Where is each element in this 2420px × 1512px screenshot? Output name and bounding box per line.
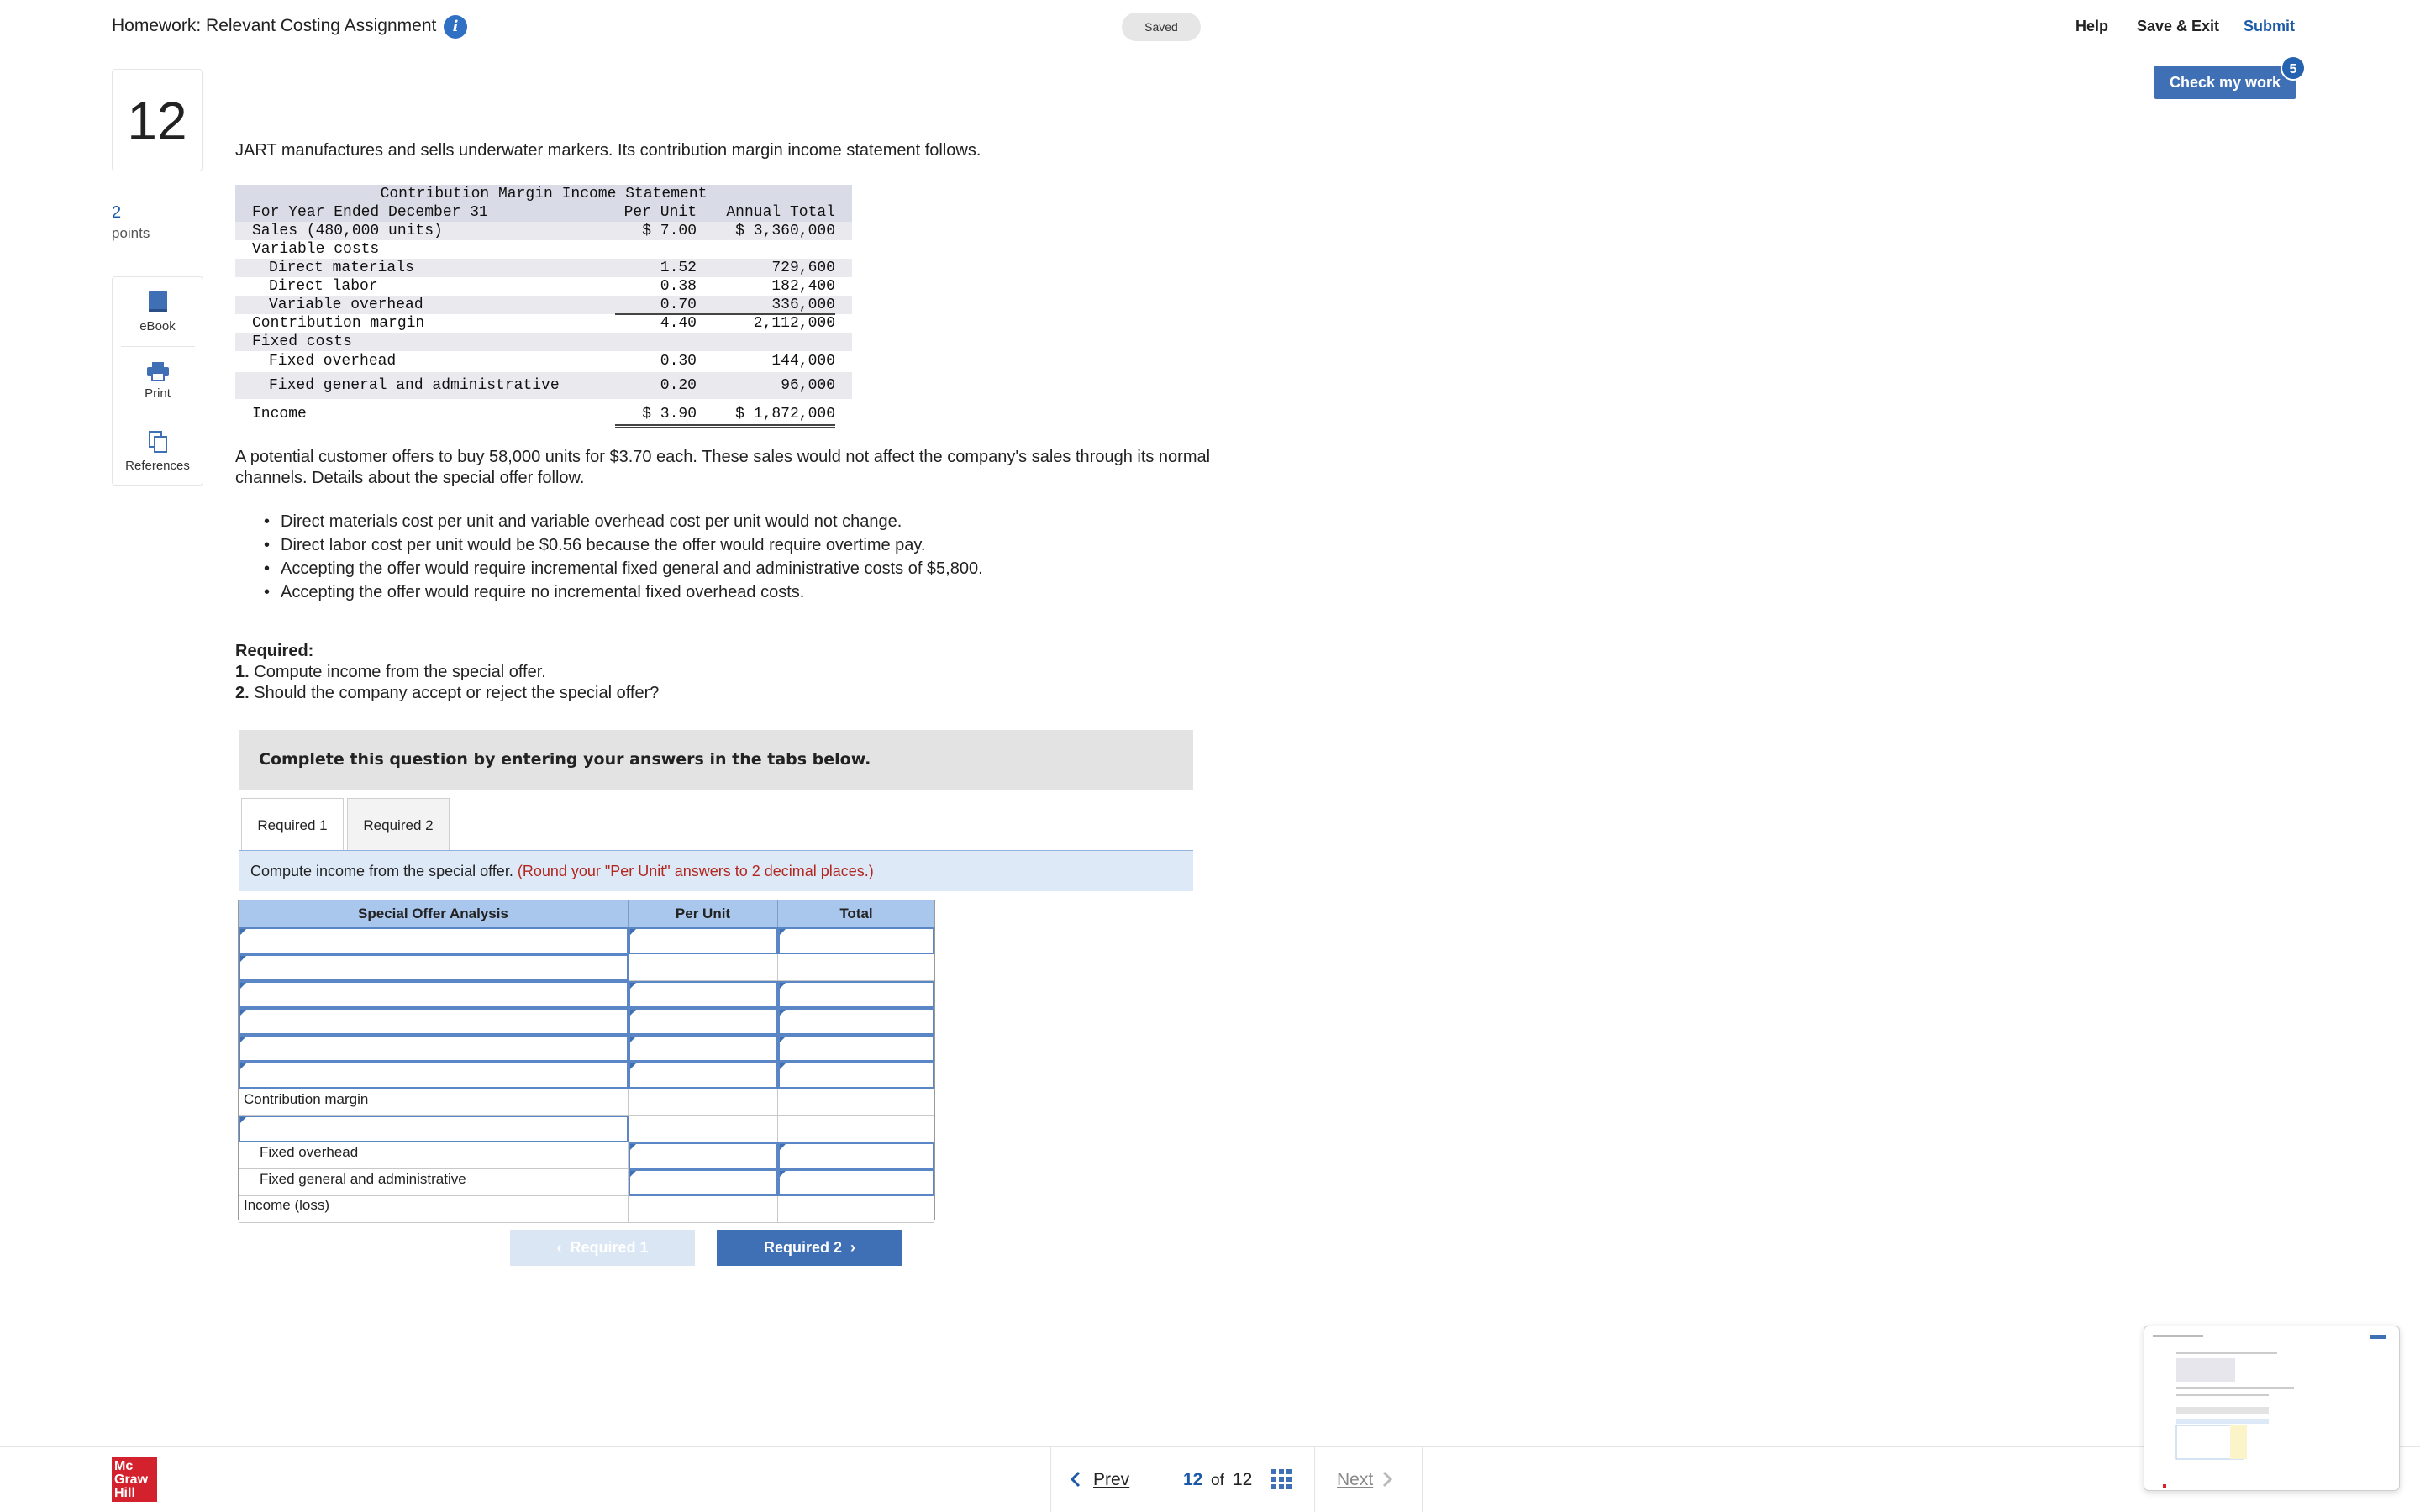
row-total: 182,400 <box>771 278 835 295</box>
rail-divider <box>121 346 195 347</box>
question-instruction-bar <box>239 851 1193 891</box>
answer-input-cell[interactable] <box>239 981 629 1008</box>
next-label: Next <box>1337 1470 1374 1489</box>
required-heading: Required: <box>235 642 314 660</box>
check-attempts-badge: 5 <box>2281 55 2306 81</box>
answer-input-cell[interactable] <box>629 1035 778 1062</box>
row-per-unit: $ 3.90 <box>642 406 697 423</box>
answer-input-cell[interactable] <box>629 1008 778 1035</box>
prev-question-button[interactable] <box>1070 1470 1129 1490</box>
chevron-right-icon <box>1381 1471 1393 1488</box>
total-questions: 12 <box>1233 1470 1253 1489</box>
next-required-button[interactable]: Required 2 › <box>717 1230 902 1266</box>
row-label: Contribution margin <box>252 315 425 332</box>
row-total: 2,112,000 <box>753 315 835 332</box>
logo-line: Hill <box>114 1486 135 1500</box>
statement-row <box>235 277 852 296</box>
mcgraw-hill-logo <box>112 1457 157 1502</box>
answer-static-cell <box>629 954 778 981</box>
logo-line: Mc <box>114 1459 134 1473</box>
row-total: 729,600 <box>771 260 835 276</box>
answer-input-cell[interactable] <box>239 1062 629 1089</box>
print-button[interactable] <box>113 361 203 401</box>
per-unit-header: Per Unit <box>623 204 697 221</box>
required-section <box>235 641 659 704</box>
prev-required-label: Required 1 <box>570 1239 649 1256</box>
points-label: points <box>112 225 150 241</box>
statement-row <box>235 351 852 372</box>
statement-row <box>235 314 852 333</box>
answer-static-cell <box>778 954 934 981</box>
required-item-1 <box>235 662 659 683</box>
list-item: • Accepting the offer would require no incremental fixed overhead costs. <box>264 580 983 604</box>
row-total: 144,000 <box>771 353 835 370</box>
statement-row <box>235 399 852 429</box>
row-total: $ 3,360,000 <box>735 223 835 239</box>
check-my-work-button[interactable]: Check my work <box>2154 66 2296 99</box>
current-question-number: 12 <box>1183 1470 1203 1489</box>
instruction-text: Compute income from the special offer. <box>250 863 513 879</box>
answer-static-cell <box>629 1196 778 1223</box>
answer-input-cell[interactable] <box>239 954 629 981</box>
required-item-2 <box>235 683 659 704</box>
answer-static-cell <box>629 1116 778 1142</box>
references-label: References <box>125 459 190 473</box>
question-pager <box>1050 1446 1423 1512</box>
list-item: • Direct materials cost per unit and variable overhead cost per unit would not change. <box>264 510 983 533</box>
question-number: 12 <box>112 69 203 171</box>
contribution-margin-statement <box>235 185 852 429</box>
answer-static-cell <box>778 1089 934 1116</box>
tab-required-2[interactable]: Required 2 <box>347 798 450 851</box>
tab-required-1[interactable]: Required 1 <box>241 798 344 852</box>
statement-row <box>235 240 852 259</box>
statement-period: For Year Ended December 31 <box>252 204 488 221</box>
statement-title: Contribution Margin Income Statement <box>380 186 708 202</box>
answer-input-cell[interactable] <box>629 1169 778 1196</box>
ebook-button[interactable] <box>113 289 203 333</box>
row-label: Variable overhead <box>269 297 424 313</box>
statement-row <box>235 259 852 277</box>
answer-input-cell[interactable] <box>778 1035 934 1062</box>
answer-input-cell[interactable] <box>629 1142 778 1169</box>
info-icon[interactable]: i <box>444 15 467 39</box>
answer-input-cell[interactable] <box>778 1142 934 1169</box>
submit-link[interactable]: Submit <box>2244 18 2295 34</box>
instruction-line <box>250 863 874 880</box>
prev-label: Prev <box>1093 1470 1130 1489</box>
row-total: 336,000 <box>771 297 835 313</box>
fixed-overhead-label: Fixed overhead <box>260 1144 359 1160</box>
references-button[interactable] <box>113 430 203 473</box>
answer-input-cell[interactable] <box>778 981 934 1008</box>
statement-row <box>235 296 852 314</box>
required-item-number: 1. <box>235 663 250 681</box>
statement-header-row <box>235 203 852 222</box>
help-link[interactable]: Help <box>2075 18 2109 34</box>
instructions-text: Complete this question by entering your answers in the tabs below. <box>259 750 871 769</box>
question-intro: JART manufactures and sells underwater markers. Its contribution margin income statement follows. <box>235 141 981 160</box>
statement-row <box>235 372 852 399</box>
row-per-unit: 0.20 <box>660 377 697 394</box>
special-offer-analysis-grid <box>238 900 935 1220</box>
row-total: 96,000 <box>781 377 835 394</box>
list-item: • Direct labor cost per unit would be $0.56 because the offer would require overtime pay. <box>264 533 983 557</box>
offer-details-list <box>264 510 983 604</box>
answer-input-cell[interactable] <box>239 1116 629 1142</box>
save-exit-link[interactable]: Save & Exit <box>2137 18 2220 34</box>
grid-header-total: Total <box>778 900 934 927</box>
prev-required-button[interactable]: ‹ Required 1 <box>510 1230 695 1266</box>
answer-static-cell <box>778 1116 934 1142</box>
assignment-title: Homework: Relevant Costing Assignment <box>112 16 437 35</box>
list-item: • Accepting the offer would require incremental fixed general and administrative costs of $5,800. <box>264 557 983 580</box>
row-per-unit: 0.30 <box>660 353 697 370</box>
row-label: Income <box>252 406 307 423</box>
answer-input-cell[interactable] <box>629 1062 778 1089</box>
row-per-unit: 4.40 <box>660 315 697 332</box>
book-icon <box>147 289 169 314</box>
grid-header-analysis: Special Offer Analysis <box>239 900 629 927</box>
print-label: Print <box>145 386 171 401</box>
statement-title-row <box>235 185 852 203</box>
required-item-number: 2. <box>235 684 250 702</box>
grid-view-icon[interactable] <box>1271 1469 1292 1489</box>
top-bar <box>0 0 2420 55</box>
resource-rail <box>112 276 203 486</box>
answer-input-cell[interactable] <box>239 927 629 954</box>
contribution-margin-label: Contribution margin <box>244 1091 369 1107</box>
printer-icon <box>146 361 170 381</box>
row-label: Direct materials <box>269 260 414 276</box>
answer-input-cell[interactable] <box>629 981 778 1008</box>
rounding-note: (Round your "Per Unit" answers to 2 decimal places.) <box>517 863 874 879</box>
grid-header-per-unit: Per Unit <box>629 900 778 927</box>
row-label: Sales (480,000 units) <box>252 223 443 239</box>
next-required-label: Required 2 <box>763 1239 843 1256</box>
row-label: Variable costs <box>252 241 380 258</box>
row-per-unit: 1.52 <box>660 260 697 276</box>
thumbnail-preview-image <box>2144 1326 2400 1491</box>
annual-total-header: Annual Total <box>726 204 835 221</box>
answer-static-cell <box>629 1089 778 1116</box>
answer-input-cell[interactable] <box>778 927 934 954</box>
answer-input-cell[interactable] <box>629 927 778 954</box>
row-label: Fixed general and administrative <box>269 377 560 394</box>
required-item-text: Compute income from the special offer. <box>254 663 546 681</box>
saved-status-badge: Saved <box>1122 13 1201 41</box>
answer-input-cell[interactable] <box>778 1062 934 1089</box>
row-per-unit: $ 7.00 <box>642 223 697 239</box>
answer-input-cell[interactable] <box>239 1008 629 1035</box>
chevron-left-icon <box>1070 1471 1081 1488</box>
answer-input-cell[interactable] <box>239 1035 629 1062</box>
ebook-label: eBook <box>139 319 176 333</box>
instructions-banner <box>239 730 1193 790</box>
points-value: 2 <box>112 203 122 222</box>
row-label: Fixed costs <box>252 333 352 350</box>
special-offer-paragraph: A potential customer offers to buy 58,000 units for $3.70 each. These sales would not affect the company's sales through its normal channels. Details about the special offer follow. <box>235 448 1211 487</box>
income-loss-label: Income (loss) <box>244 1197 330 1213</box>
statement-row <box>235 333 852 351</box>
row-total: $ 1,872,000 <box>735 406 835 423</box>
fixed-ga-label: Fixed general and administrative <box>260 1171 466 1187</box>
row-per-unit: 0.70 <box>660 297 697 313</box>
logo-line: Graw <box>114 1473 149 1487</box>
page-preview-thumbnail[interactable] <box>2144 1326 2400 1491</box>
answer-input-cell[interactable] <box>778 1169 934 1196</box>
next-question-button[interactable] <box>1337 1470 1393 1490</box>
row-label: Fixed overhead <box>269 353 397 370</box>
pager-of: of <box>1211 1472 1224 1489</box>
row-label: Direct labor <box>269 278 378 295</box>
documents-icon <box>148 430 168 454</box>
pager-divider <box>1314 1446 1315 1512</box>
total-double-rule <box>615 424 699 428</box>
row-per-unit: 0.38 <box>660 278 697 295</box>
answer-static-cell <box>778 1196 934 1223</box>
required-item-text: Should the company accept or reject the special offer? <box>254 684 660 702</box>
total-double-rule <box>699 424 835 428</box>
answer-input-cell[interactable] <box>778 1008 934 1035</box>
statement-row <box>235 222 852 240</box>
